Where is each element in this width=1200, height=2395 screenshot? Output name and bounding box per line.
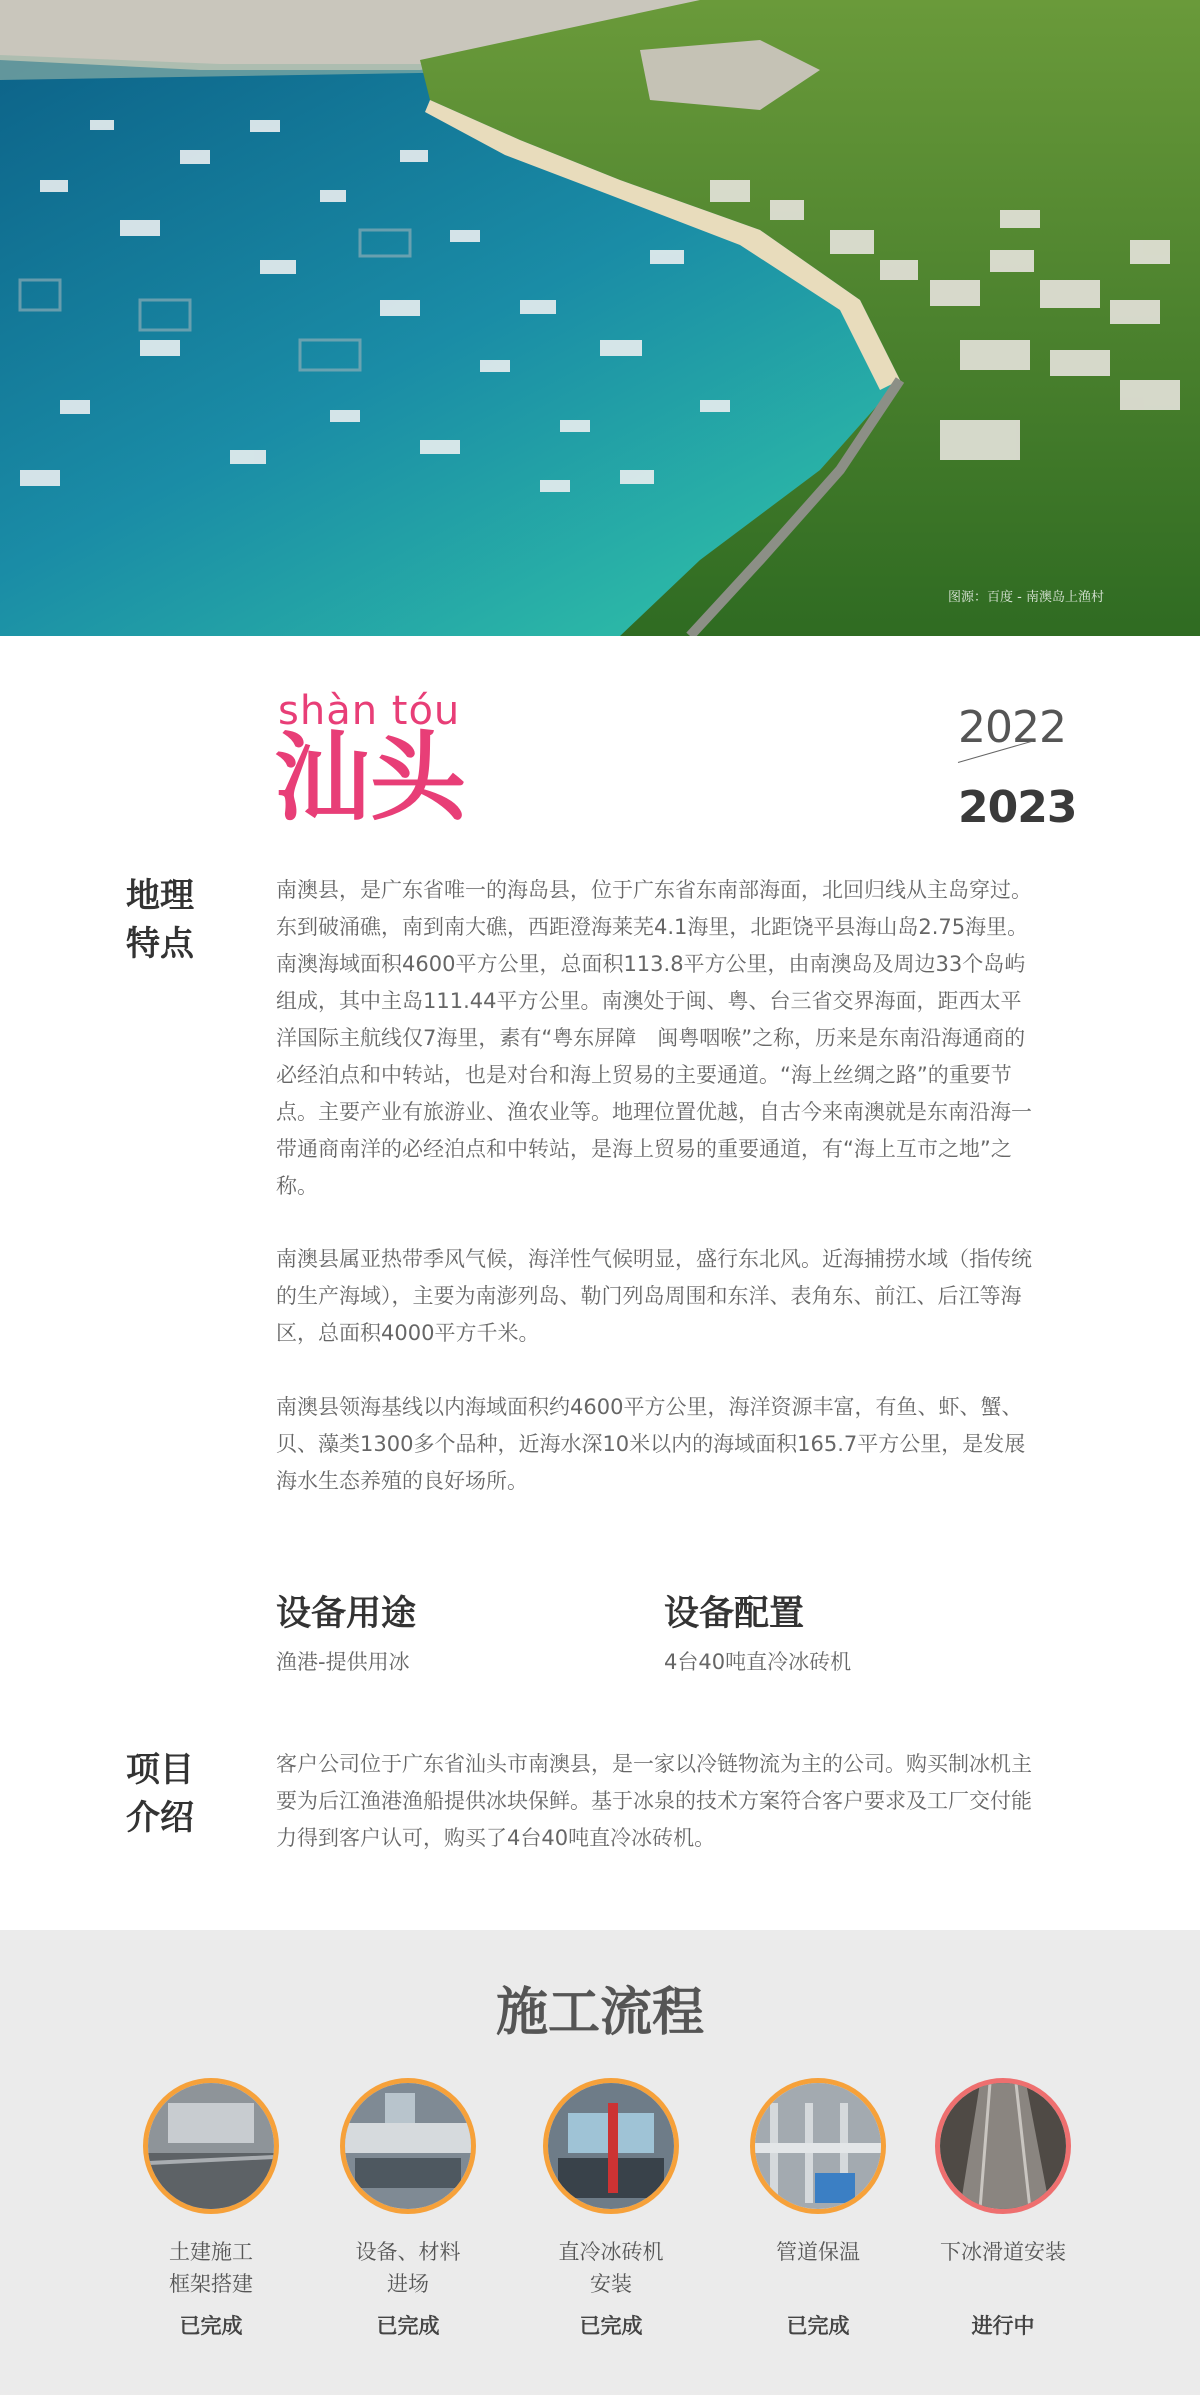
step-photo [340, 2078, 476, 2214]
step-label: 土建施工 框架搭建 [169, 2240, 253, 2296]
process-step [913, 2078, 1093, 2338]
process-title: 施工流程 [495, 1983, 704, 2043]
step-photo [935, 2078, 1071, 2214]
process-step [121, 2078, 301, 2338]
geography-label-line2: 特点 [126, 924, 194, 964]
project-label [126, 1746, 216, 1842]
step-status: 已完成 [376, 2314, 440, 2338]
equipment-usage-title: 设备用途 [276, 1594, 417, 1634]
year-start: 2022 [958, 702, 1066, 753]
step-label: 直冷冰砖机 安装 [558, 2240, 664, 2296]
hero-photo [0, 0, 1200, 636]
city-name: 汕头 [274, 722, 466, 834]
city-pinyin: shàn tóu [278, 688, 461, 734]
geography-label [126, 872, 216, 968]
step-status: 已完成 [179, 2314, 243, 2338]
step-photo [543, 2078, 679, 2214]
geography-paragraph-1: 南澳县，是广东省唯一的海岛县，位于广东省东南部海面，北回归线从主岛穿过。东到破涌礁，南到南大礁，西距澄海莱芜4.1海里，北距饶平县海山岛2.75海里。南澳海域面积4600平方公里，总面积113.8平方公里，由南澳岛及周边33个岛屿组成，其中主岛111.44平方公里。南澳处于闽、粤、台三省交界海面，距西太平洋国际主航线仅7海里，素有“粤东屏障 闽粤咽喉”之称，历来是东南沿海通商的必经泊点和中转站，也是对台和海上贸易的主要通道。“海上丝绸之路”的重要节点。主要产业有旅游业、渔农业等。地理位置优越，自古今来南澳就是东南沿海一带通商南洋的必经泊点和中转站，是海上贸易的重要通道，有“海上互市之地”之称。 [276, 878, 1032, 1198]
geography-paragraph-3: 南澳县领海基线以内海域面积约4600平方公里，海洋资源丰富，有鱼、虾、蟹、贝、藻类1300多个品种，近海水深10米以内的海域面积165.7平方公里，是发展海水生态养殖的良好场所。 [276, 1395, 1026, 1493]
project-description: 客户公司位于广东省汕头市南澳县，是一家以冷链物流为主的公司。购买制冰机主要为后江渔港渔船提供冰块保鲜。基于冰泉的技术方案符合客户要求及工厂交付能力得到客户认可，购买了4台40吨直冷冰砖机。 [276, 1752, 1032, 1850]
process-step [521, 2078, 701, 2338]
step-label: 设备、材料 进场 [355, 2240, 461, 2296]
hero-caption: 图源：百度 - 南澳岛上渔村 [948, 590, 1104, 605]
project-label-line2: 介绍 [126, 1798, 194, 1838]
equipment-usage-value: 渔港-提供用冰 [276, 1650, 410, 1674]
process-step [318, 2078, 498, 2338]
process-step [728, 2078, 908, 2338]
equipment-config-title: 设备配置 [664, 1594, 805, 1634]
year-end: 2023 [958, 782, 1077, 833]
step-photo [143, 2078, 279, 2214]
step-label: 下冰滑道安装 [940, 2240, 1066, 2264]
step-label: 管道保温 [776, 2240, 860, 2264]
step-photo [750, 2078, 886, 2214]
step-status: 已完成 [579, 2314, 643, 2338]
project-label-line1: 项目 [126, 1750, 194, 1790]
construction-process-section [0, 1930, 1200, 2395]
geography-label-line1: 地理 [126, 876, 194, 916]
geography-paragraph-2: 南澳县属亚热带季风气候，海洋性气候明显，盛行东北风。近海捕捞水域（指传统的生产海域），主要为南澎列岛、勒门列岛周围和东洋、表角东、前江、后江等海区，总面积4000平方千米。 [276, 1247, 1032, 1345]
step-status: 进行中 [971, 2314, 1035, 2338]
equipment-config-value: 4台40吨直冷冰砖机 [664, 1650, 852, 1674]
step-status: 已完成 [786, 2314, 850, 2338]
